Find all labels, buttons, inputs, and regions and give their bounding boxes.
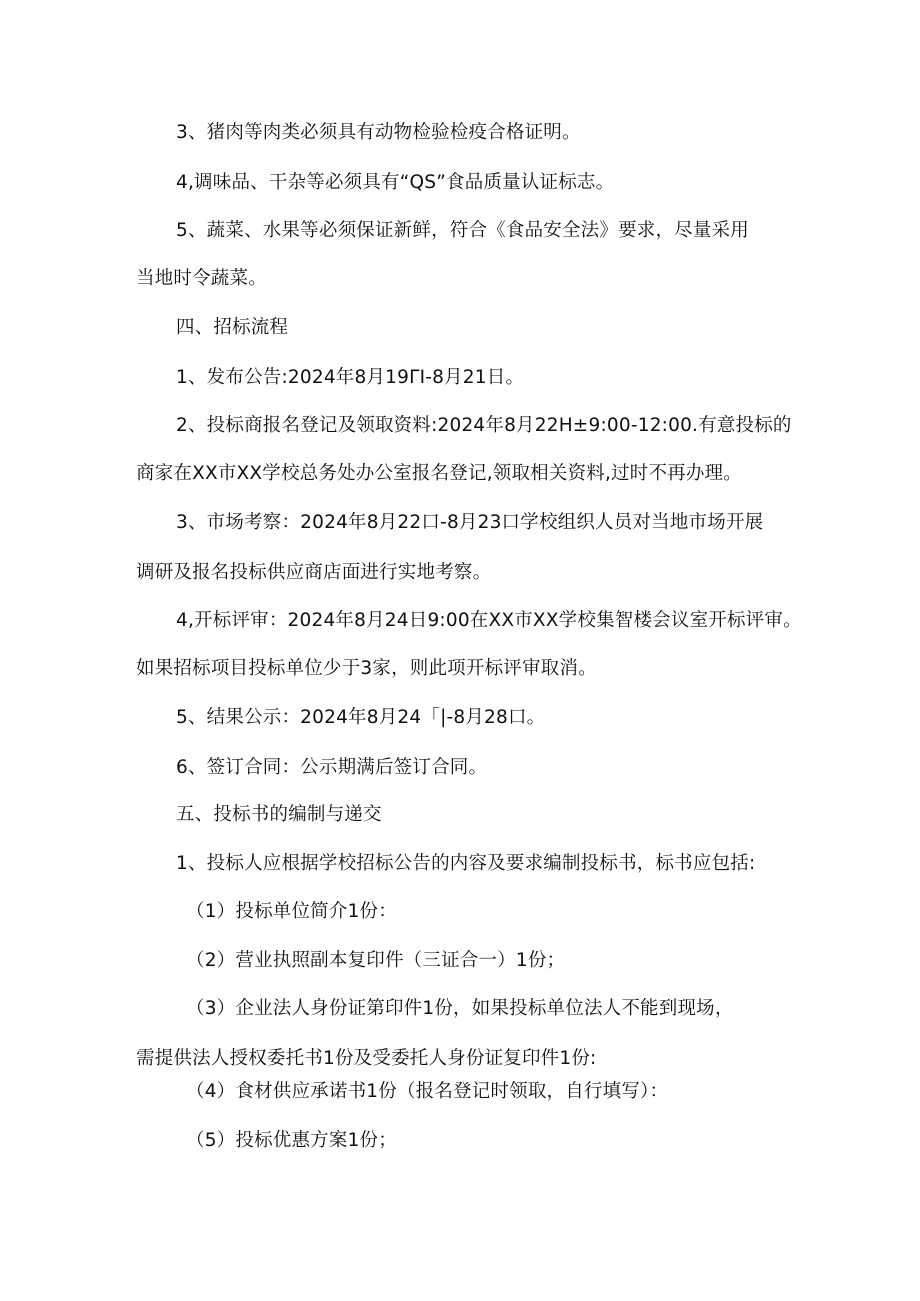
process-step-6-contract: 6、签订合同：公示期满后签订合同。 <box>176 757 488 778</box>
process-step-4-bid-opening: 4,开标评审：2024年8月24日9:00在XX市XX学校集智楼会议室开标评审。 <box>176 610 802 631</box>
item-4-qs-mark: 4,调味品、干杂等必须具有“QS”食品质量认证标志。 <box>176 172 615 193</box>
process-step-5-result-publicity: 5、结果公示：2024年8月24「|-8月28口。 <box>176 707 546 728</box>
item-5-vegetables-continued: 当地时令蔬菜。 <box>136 268 267 289</box>
process-step-2-registration-continued: 商家在XX市XX学校总务处办公室报名登记,领取相关资料,过时不再办理。 <box>136 463 742 484</box>
item-3-meat-certificate: 3、猪肉等肉类必须具有动物检验检疫合格证明。 <box>176 122 581 143</box>
bid-document-item-4: （4）食材供应承诺书1份（报名登记时领取，自行填写）： <box>186 1081 669 1102</box>
bid-document-item-2: （2）营业执照副本复印件（三证合一）1份； <box>186 950 566 971</box>
bid-document-item-1: （1）投标单位简介1份： <box>186 901 397 922</box>
bid-document-item-5: （5）投标优惠方案1份； <box>186 1130 397 1151</box>
process-step-2-registration: 2、投标商报名登记及领取资料:2024年8月22H±9:00-12:00.有意投标的 <box>176 415 792 436</box>
process-step-1-announcement: 1、发布公告:2024年8月19ΓI-8月21日。 <box>176 367 525 388</box>
section-heading-bid-document: 五、投标书的编制与递交 <box>176 804 382 825</box>
item-5-vegetables: 5、蔬菜、水果等必须保证新鲜，符合《食品安全法》要求，尽量采用 <box>176 220 749 241</box>
process-step-4-bid-opening-continued: 如果招标项目投标单位少于3家，则此项开标评审取消。 <box>136 658 597 679</box>
process-step-3-market-inspection: 3、市场考察：2024年8月22口-8月23口学校组织人员对当地市场开展 <box>176 512 764 533</box>
bid-document-item-3-continued: 需提供法人授权委托书1份及受委托人身份证复印件1份: <box>136 1048 597 1069</box>
bid-document-item-3: （3）企业法人身份证第印件1份，如果投标单位法人不能到现场， <box>186 998 734 1019</box>
bid-document-requirement: 1、投标人应根据学校招标公告的内容及要求编制投标书，标书应包括: <box>176 853 756 874</box>
section-heading-bidding-process: 四、招标流程 <box>176 317 289 338</box>
process-step-3-market-inspection-continued: 调研及报名投标供应商店面进行实地考察。 <box>136 562 492 583</box>
